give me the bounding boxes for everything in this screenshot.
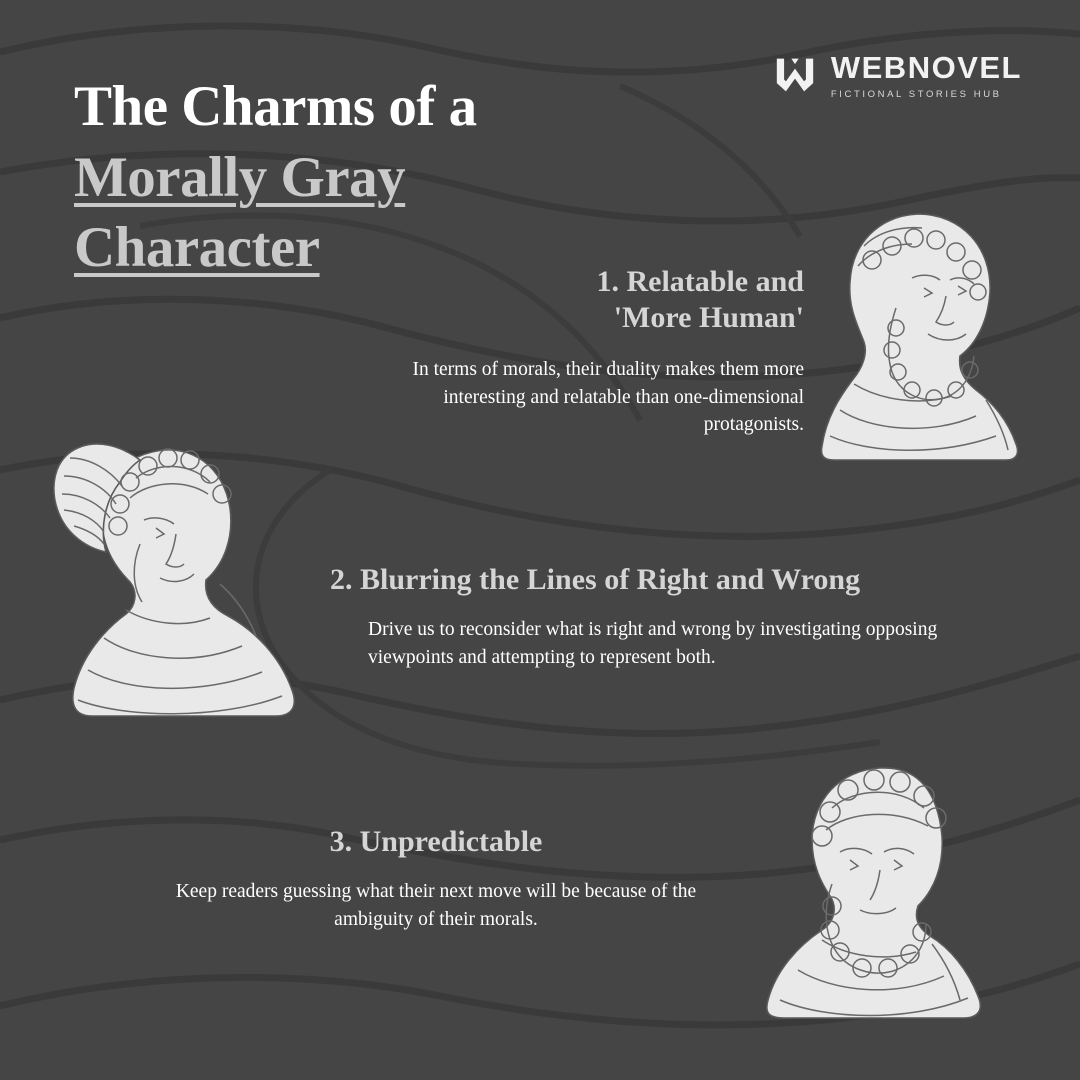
brand-tagline: FICTIONAL STORIES HUB bbox=[830, 89, 1002, 100]
section-1-heading-line-1: 1. Relatable and bbox=[596, 265, 804, 298]
brand-name: WEBNOVEL bbox=[830, 50, 1022, 85]
section-1-heading bbox=[352, 264, 804, 336]
marble-bust-winged-figure-icon bbox=[44, 424, 332, 734]
section-1-heading-line-2: 'More Human' bbox=[613, 301, 804, 334]
title-line-1: The Charms of a bbox=[74, 75, 477, 138]
section-2 bbox=[330, 562, 1030, 671]
section-1 bbox=[352, 264, 804, 439]
page-title bbox=[74, 72, 477, 284]
section-3-heading: 3. Unpredictable bbox=[329, 825, 543, 858]
brand-logo bbox=[773, 52, 1022, 100]
marble-bust-hercules-icon bbox=[728, 760, 1008, 1022]
section-3-body: Keep readers guessing what their next move will be because of the ambiguity of their morals. bbox=[175, 881, 697, 930]
webnovel-w-mark-icon bbox=[773, 55, 817, 95]
section-1-body: In terms of morals, their duality makes them more interesting and relatable than one-dimensional protagonists. bbox=[412, 359, 804, 436]
marble-bust-bearded-man-icon bbox=[800, 204, 1036, 466]
section-3 bbox=[150, 824, 722, 933]
section-2-body: Drive us to reconsider what is right and wrong by investigating opposing viewpoints and attempting to represent both. bbox=[368, 619, 938, 668]
title-line-2: Morally Gray bbox=[74, 145, 406, 209]
section-2-heading: 2. Blurring the Lines of Right and Wrong bbox=[330, 563, 861, 596]
title-line-3: Character bbox=[74, 216, 320, 280]
